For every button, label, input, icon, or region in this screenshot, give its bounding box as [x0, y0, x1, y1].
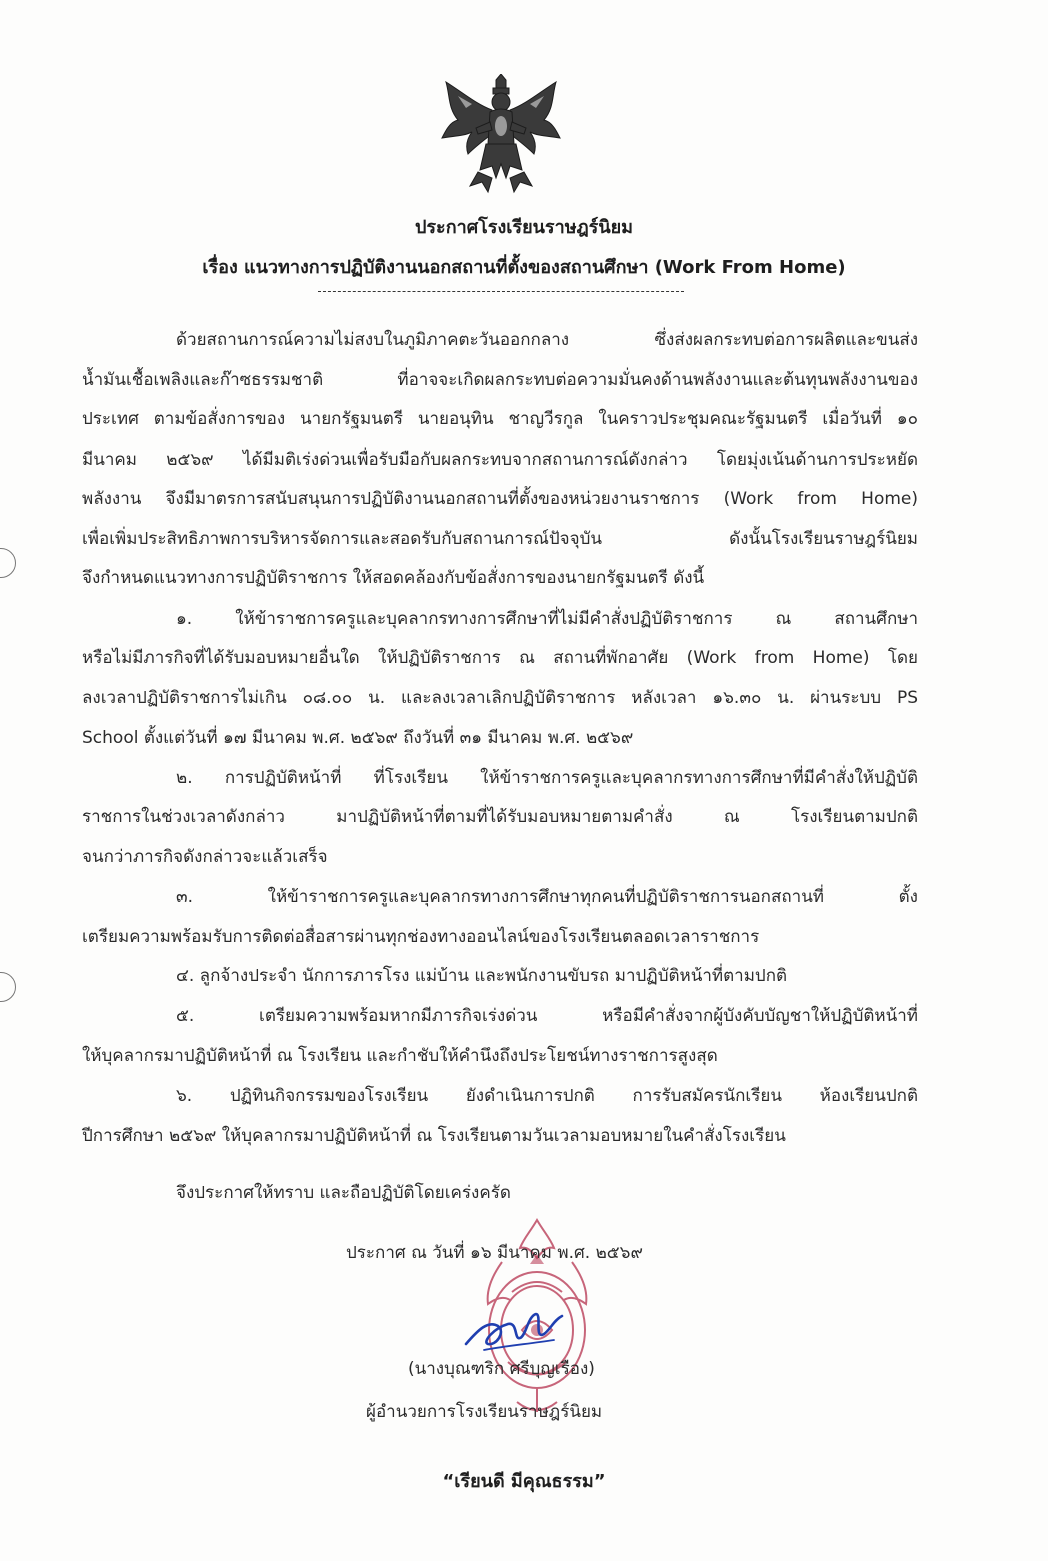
- body-line: พลังงาน จึงมีมาตรการสนับสนุนการปฏิบัติงานนอกสถานที่ตั้งของหน่วยงานราชการ (Work from Home): [82, 489, 918, 509]
- body-line: น้ำมันเชื้อเพลิงและก๊าซธรรมชาติ ที่อาจจะเกิดผลกระทบต่อความมั่นคงด้านพลังงานและต้นทุนพลังงานของ: [82, 370, 918, 390]
- item-1-line: หรือไม่มีภารกิจที่ได้รับมอบหมายอื่นใด ให้ปฏิบัติราชการ ณ สถานที่พักอาศัย (Work from Home) โดย: [82, 648, 918, 668]
- body-line: จึงกำหนดแนวทางการปฏิบัติราชการ ให้สอดคล้องกับข้อสั่งการของนายกรัฐมนตรี ดังนี้: [82, 568, 705, 588]
- item-3-line: เตรียมความพร้อมรับการติดต่อสื่อสารผ่านทุกช่องทางออนไลน์ของโรงเรียนตลอดเวลาราชการ: [82, 927, 760, 947]
- school-motto: “เรียนดี มีคุณธรรม”: [442, 1471, 606, 1492]
- announcement-title: ประกาศโรงเรียนราษฎร์นิยม: [414, 217, 634, 238]
- body-line: ด้วยสถานการณ์ความไม่สงบในภูมิภาคตะวันออกกลาง ซึ่งส่งผลกระทบต่อการผลิตและขนส่ง: [176, 330, 918, 350]
- announcement-subject: เรื่อง แนวทางการปฏิบัติงานนอกสถานที่ตั้งของสถานศึกษา (Work From Home): [202, 257, 846, 278]
- body-line: มีนาคม ๒๕๖๙ ได้มีมติเร่งด่วนเพื่อรับมือกับผลกระทบจากสถานการณ์ดังกล่าว โดยมุ่งเน้นด้านการประหยัด: [82, 450, 918, 470]
- punch-hole-top: [0, 548, 16, 578]
- body-line: ประเทศ ตามข้อสั่งการของ นายกรัฐมนตรี นายอนุทิน ชาญวีรกูล ในคราวประชุมคณะรัฐมนตรี เมื่อวันที่ ๑๐: [82, 409, 918, 429]
- item-4-line: ๔. ลูกจ้างประจำ นักการภารโรง แม่บ้าน และพนักงานขับรถ มาปฏิบัติหน้าที่ตามปกติ: [176, 966, 788, 986]
- item-5-line: ให้บุคลากรมาปฏิบัติหน้าที่ ณ โรงเรียน และกำชับให้คำนึงถึงประโยชน์ทางราชการสูงสุด: [82, 1046, 718, 1066]
- item-6-line: ปีการศึกษา ๒๕๖๙ ให้บุคลากรมาปฏิบัติหน้าที่ ณ โรงเรียนตามวันเวลามอบหมายในคำสั่งโรงเรียน: [82, 1126, 786, 1146]
- signer-position: ผู้อำนวยการโรงเรียนราษฎร์นิยม: [366, 1402, 603, 1422]
- closing-statement: จึงประกาศให้ทราบ และถือปฏิบัติโดยเคร่งครัด: [176, 1183, 511, 1203]
- item-3-line: ๓. ให้ข้าราชการครูและบุคลากรทางการศึกษาทุกคนที่ปฏิบัติราชการนอกสถานที่ ตั้ง: [176, 887, 918, 907]
- item-2-line: ๒. การปฏิบัติหน้าที่ ที่โรงเรียน ให้ข้าราชการครูและบุคลากรทางการศึกษาที่มีคำสั่งให้ปฏิบัติ: [176, 768, 918, 788]
- garuda-emblem-icon: [436, 74, 566, 198]
- item-6-line: ๖. ปฏิทินกิจกรรมของโรงเรียน ยังดำเนินการปกติ การรับสมัครนักเรียน ห้องเรียนปกติ: [176, 1086, 918, 1106]
- item-1-line: ๑. ให้ข้าราชการครูและบุคลากรทางการศึกษาที่ไม่มีคำสั่งปฏิบัติราชการ ณ สถานศึกษา: [176, 609, 918, 629]
- punch-hole-bottom: [0, 972, 16, 1002]
- item-1-line: School ตั้งแต่วันที่ ๑๗ มีนาคม พ.ศ. ๒๕๖๙ ถึงวันที่ ๓๑ มีนาคม พ.ศ. ๒๕๖๙: [82, 728, 634, 748]
- item-2-line: จนกว่าภารกิจดังกล่าวจะแล้วเสร็จ: [82, 847, 328, 867]
- header-divider: [318, 291, 684, 292]
- item-1-line: ลงเวลาปฏิบัติราชการไม่เกิน ๐๘.๐๐ น. และลงเวลาเลิกปฏิบัติราชการ หลังเวลา ๑๖.๓๐ น. ผ่านระบบ PS: [82, 688, 918, 708]
- body-line: เพื่อเพิ่มประสิทธิภาพการบริหารจัดการและสอดรับกับสถานการณ์ปัจจุบัน ดังนั้นโรงเรียนราษฎร์นิยม: [82, 529, 918, 549]
- item-5-line: ๕. เตรียมความพร้อมหากมีภารกิจเร่งด่วน หรือมีคำสั่งจากผู้บังคับบัญชาให้ปฏิบัติหน้าที่: [176, 1006, 918, 1026]
- signer-name: (นางบุณฑริก ศรีบุญเรือง): [408, 1359, 595, 1379]
- announce-date: ประกาศ ณ วันที่ ๑๖ มีนาคม พ.ศ. ๒๕๖๙: [346, 1243, 643, 1263]
- item-2-line: ราชการในช่วงเวลาดังกล่าว มาปฏิบัติหน้าที่ตามที่ได้รับมอบหมายตามคำสั่ง ณ โรงเรียนตามปกติ: [82, 807, 918, 827]
- signature-icon: [458, 1300, 568, 1360]
